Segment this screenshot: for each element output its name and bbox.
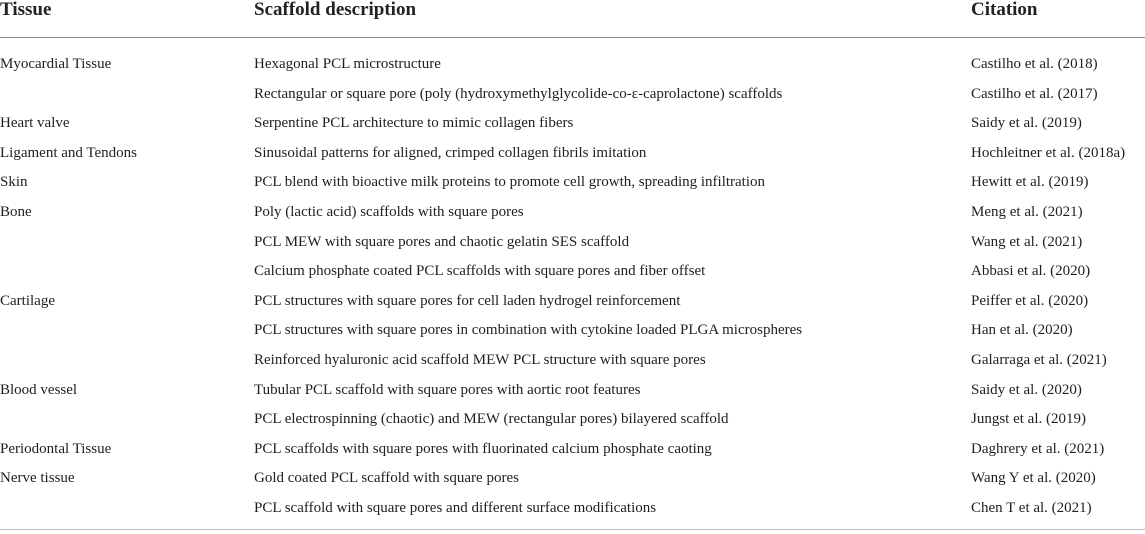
cell-citation: Peiffer et al. (2020)	[971, 292, 1089, 309]
cell-tissue: Periodontal Tissue	[0, 440, 112, 457]
cell-tissue: Nerve tissue	[0, 470, 75, 487]
cell-citation: Hochleitner et al. (2018a)	[971, 144, 1126, 161]
cell-scaffold: Reinforced hyaluronic acid scaffold MEW PCL structure with square pores	[254, 352, 706, 368]
cell-citation: Saidy et al. (2020)	[971, 381, 1082, 398]
table-row	[0, 462, 1145, 492]
table-row	[0, 433, 1145, 463]
cell-citation: Wang et al. (2021)	[971, 233, 1083, 250]
cell-scaffold: Rectangular or square pore (poly (hydroxymethylglycolide-co-ε-caprolactone) scaffolds	[254, 85, 783, 102]
cell-scaffold: PCL scaffolds with square pores with fluorinated calcium phosphate caoting	[254, 440, 712, 457]
cell-scaffold: PCL electrospinning (chaotic) and MEW (rectangular pores) bilayered scaffold	[254, 411, 729, 428]
cell-citation: Galarraga et al. (2021)	[971, 352, 1107, 368]
cell-tissue: Bone	[0, 204, 32, 220]
header-citation: Citation	[971, 0, 1038, 20]
cell-tissue: Cartilage	[0, 292, 55, 309]
cell-scaffold: PCL structures with square pores for cell laden hydrogel reinforcement	[254, 292, 681, 309]
cell-tissue: Skin	[0, 174, 28, 191]
header-scaffold-description: Scaffold description	[254, 0, 417, 20]
cell-tissue: Blood vessel	[0, 381, 78, 398]
cell-scaffold: PCL scaffold with square pores and different surface modifications	[254, 500, 657, 516]
table-header	[0, 0, 1145, 38]
cell-scaffold: Gold coated PCL scaffold with square pores	[254, 470, 519, 487]
table-row	[0, 48, 1145, 78]
table-row	[0, 107, 1145, 137]
cell-citation: Chen T et al. (2021)	[971, 500, 1092, 516]
cell-citation: Abbasi et al. (2020)	[971, 263, 1091, 280]
cell-citation: Han et al. (2020)	[971, 322, 1073, 339]
table-row	[0, 344, 1145, 374]
table-row	[0, 166, 1145, 196]
table-row	[0, 492, 1145, 522]
cell-citation: Wang Y et al. (2020)	[971, 470, 1096, 487]
table-row	[0, 403, 1145, 433]
cell-citation: Castilho et al. (2018)	[971, 56, 1098, 72]
cell-scaffold: PCL MEW with square pores and chaotic gelatin SES scaffold	[254, 233, 630, 250]
table-row	[0, 314, 1145, 344]
cell-scaffold: PCL structures with square pores in combination with cytokine loaded PLGA microspheres	[254, 322, 803, 339]
cell-citation: Hewitt et al. (2019)	[971, 174, 1089, 191]
cell-citation: Daghrery et al. (2021)	[971, 440, 1105, 457]
cell-citation: Jungst et al. (2019)	[971, 411, 1086, 428]
cell-citation: Meng et al. (2021)	[971, 204, 1083, 220]
cell-scaffold: Calcium phosphate coated PCL scaffolds with square pores and fiber offset	[254, 263, 706, 280]
cell-scaffold: PCL blend with bioactive milk proteins to promote cell growth, spreading infiltration	[254, 174, 766, 191]
table-row	[0, 78, 1145, 108]
table-bottom-rule	[0, 529, 1145, 530]
table-row	[0, 226, 1145, 256]
cell-scaffold: Poly (lactic acid) scaffolds with square pores	[254, 204, 524, 220]
table-row	[0, 137, 1145, 167]
cell-citation: Castilho et al. (2017)	[971, 85, 1098, 102]
cell-tissue: Ligament and Tendons	[0, 144, 137, 161]
cell-scaffold: Hexagonal PCL microstructure	[254, 56, 441, 72]
cell-tissue: Myocardial Tissue	[0, 56, 112, 72]
cell-scaffold: Serpentine PCL architecture to mimic collagen fibers	[254, 115, 574, 132]
table-row	[0, 196, 1145, 226]
table-row	[0, 285, 1145, 315]
cell-citation: Saidy et al. (2019)	[971, 115, 1082, 132]
table-row	[0, 255, 1145, 285]
table-row	[0, 374, 1145, 404]
cell-scaffold: Tubular PCL scaffold with square pores with aortic root features	[254, 381, 641, 398]
cell-tissue: Heart valve	[0, 115, 70, 132]
header-tissue: Tissue	[0, 0, 52, 20]
cell-scaffold: Sinusoidal patterns for aligned, crimped collagen fibrils imitation	[254, 144, 647, 161]
